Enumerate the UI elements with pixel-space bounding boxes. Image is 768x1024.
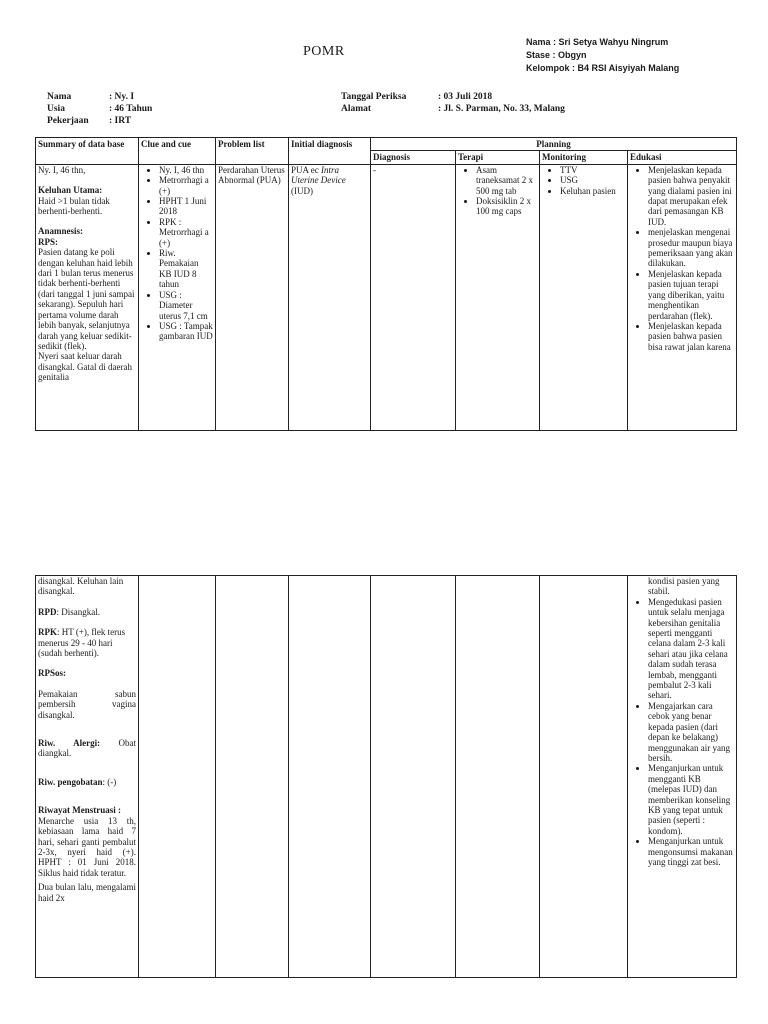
initial-diagnosis-cell-continued	[289, 576, 371, 978]
diagnosis-cell	[371, 164, 456, 430]
initial-diagnosis-text	[291, 165, 368, 196]
problem-cell-continued	[216, 576, 289, 978]
list-item: • Mengajarkan cara cebok yang benar kepada pasien (dari depan ke belakang) menggunakan air yang bersih.	[648, 701, 734, 763]
alergi-text: Obat diangkal.	[38, 738, 136, 759]
rps-text-2: Nyeri saat keluar darah disangkal. Gatal di daerah genitalia	[38, 351, 132, 383]
list-item: • Riw. Pemakaian KB IUD 8 tahun	[159, 248, 213, 290]
summary-continued-text: disangkal. Keluhan lain disangkal.	[38, 576, 124, 597]
alergi-line	[38, 738, 136, 759]
pekerjaan-value: : IRT	[109, 116, 132, 126]
header-clue: Clue and cue	[139, 138, 216, 165]
header-edukasi: Edukasi	[628, 151, 737, 164]
rps-label: RPS:	[38, 236, 58, 247]
header-initial: Initial diagnosis	[289, 138, 371, 165]
header-diagnosis: Diagnosis	[371, 151, 456, 164]
list-item: • Asam traneksamat 2 x 500 mg tab	[476, 165, 537, 196]
rpsos-label: RPSos:	[38, 668, 67, 679]
page-title: POMR	[303, 44, 345, 59]
problem-cell	[216, 164, 289, 430]
nama-value: : Ny. I	[109, 92, 135, 102]
list-item: • Ny. I, 46 thn	[159, 165, 213, 175]
header-terapi: Terapi	[456, 151, 540, 164]
list-item: • HPHT 1 Juni 2018	[159, 196, 213, 217]
rpd-line	[38, 607, 136, 617]
initial-italic: Intra Uterine Device	[291, 164, 346, 186]
list-item: • USG	[560, 175, 625, 185]
rps-text: Pasien datang ke poli dengan keluhan haid lebih dari 1 bulan terus menerus tidak berhenti-berhenti (dari tanggal 1 juni sampai sekarang). Sepuluh hari pertama volume darah lebih banyak, selanjutnya darah yang keluar sedikit-sedikit (flek).	[38, 247, 135, 351]
header-monitoring: Monitoring	[540, 151, 628, 164]
clue-cell-continued	[139, 576, 216, 978]
diagnosis-cell-continued	[371, 576, 456, 978]
alergi-label: Riw. Alergi:	[38, 738, 101, 749]
rpk-line	[38, 627, 136, 658]
summary-intro: Ny. I, 46 thn,	[38, 164, 86, 175]
problem-text: Perdarahan Uterus Abnormal (PUA)	[218, 164, 285, 186]
list-item: • Menganjurkan untuk mengonsumsi makanan yang tinggi zat besi.	[648, 836, 734, 867]
tanggal-label: Tanggal Periksa	[341, 92, 407, 102]
initial-prefix: PUA ec	[291, 164, 319, 175]
alamat-label: Alamat	[341, 104, 372, 114]
header-planning: Planning	[371, 138, 737, 151]
list-item: • Menjelaskan kepada pasien tujuan terapi yang diberikan, yaitu menghentikan perdarahan (flek).	[648, 269, 734, 321]
nama-label: Nama	[47, 92, 72, 102]
diagnosis-text: -	[373, 164, 376, 175]
author-stase: Stase : Obgyn	[526, 50, 587, 60]
initial-suffix: (IUD)	[291, 185, 313, 196]
pekerjaan-label: Pekerjaan	[47, 116, 89, 126]
list-item: • Menjelaskan kepada pasien bahwa penyakit yang dialami pasien ini dapat merupakan efek dari pemasangan KB IUD.	[648, 165, 734, 227]
list-item: • RPK : Metrorrhagi a (+)	[159, 217, 213, 248]
keluhan-label: Keluhan Utama:	[38, 185, 103, 196]
author-name: Nama : Sri Setya Wahyu Ningrum	[526, 37, 669, 47]
summary-cell	[36, 164, 139, 430]
pomr-table-page2	[35, 575, 737, 978]
list-item: • Menganjurkan untuk mengganti KB (melepas IUD) dan memberikan konseling KB yang tepat untuk pasien (seperti : kondom).	[648, 763, 734, 836]
rpsos-text: Pemakaian sabun pembersih vagina disangkal.	[38, 688, 136, 720]
list-item: • Mengedukasi pasien untuk selalu menjaga kebersihan genitalia seperti mengganti celana dalam 2-3 kali sehari atau jika celana dalam sudah terasa lembab, mengganti pembalut 2-3 kali sehari.	[648, 597, 734, 701]
author-group: Kelompok : B4 RSI Aisyiyah Malang	[526, 63, 680, 73]
edukasi-cell	[628, 164, 737, 430]
usia-value: : 46 Tahun	[109, 104, 153, 114]
list-item: • TTV	[560, 165, 625, 175]
menstruasi-text: Menarche usia 13 th, kebiasaan lama haid 7 hari, sehari ganti pembalut 2-3x, nyeri haid (+). HPHT : 01 Juni 2018. Siklus haid tidak teratur.	[38, 815, 136, 878]
keluhan-text: Haid >1 bulan tidak berhenti-berhenti.	[38, 195, 110, 217]
alamat-value: : Jl. S. Parman, No. 33, Malang	[438, 104, 565, 114]
rpk-text: : HT (+), flek terus menerus 29 - 40 hari (sudah berhenti).	[38, 627, 126, 659]
monitoring-cell	[540, 164, 628, 430]
pengobatan-line	[38, 777, 136, 787]
pengobatan-text: : (-)	[102, 776, 117, 787]
tanggal-value: : 03 Juli 2018	[438, 92, 493, 102]
anamnesis-label: Anamnesis:	[38, 226, 84, 237]
rpk-label: RPK	[38, 627, 57, 638]
initial-diagnosis-cell	[289, 164, 371, 430]
usia-label: Usia	[47, 104, 65, 114]
list-item: • USG : Tampak gambaran IUD	[159, 321, 213, 342]
list-item: • Metrorrhagi a (+)	[159, 175, 213, 196]
list-item: • Keluhan pasien	[560, 186, 625, 196]
header-summary: Summary of data base	[36, 138, 139, 165]
edukasi-continued-text: kondisi pasien yang stabil.	[648, 576, 720, 597]
clue-cell	[139, 164, 216, 430]
history-last-text: Dua bulan lalu, mengalami haid 2x	[38, 882, 136, 903]
list-item: • menjelaskan mengenai prosedur maupun biaya pemeriksaan yang akan dilakukan.	[648, 227, 734, 269]
pengobatan-label: Riw. pengobatan	[38, 776, 103, 787]
edukasi-cell-continued	[628, 576, 737, 978]
monitoring-cell-continued	[540, 576, 628, 978]
author-identity	[526, 36, 679, 75]
terapi-cell-continued	[456, 576, 540, 978]
rpd-label: RPD	[38, 606, 57, 617]
pomr-table-page1	[35, 137, 737, 431]
header-problem: Problem list	[216, 138, 289, 165]
terapi-cell	[456, 164, 540, 430]
menstruasi-label: Riwayat Menstruasi :	[38, 805, 121, 816]
list-item: • Doksisiklin 2 x 100 mg caps	[476, 196, 537, 217]
list-item: • USG : Diameter uterus 7,1 cm	[159, 290, 213, 321]
list-item: • Menjelaskan kepada pasien bahwa pasien bisa rawat jalan karena	[648, 321, 734, 352]
rpd-text: : Disangkal.	[56, 606, 100, 617]
patient-info-left	[47, 91, 152, 127]
patient-info-right	[341, 91, 565, 115]
summary-cell-continued	[36, 576, 139, 978]
